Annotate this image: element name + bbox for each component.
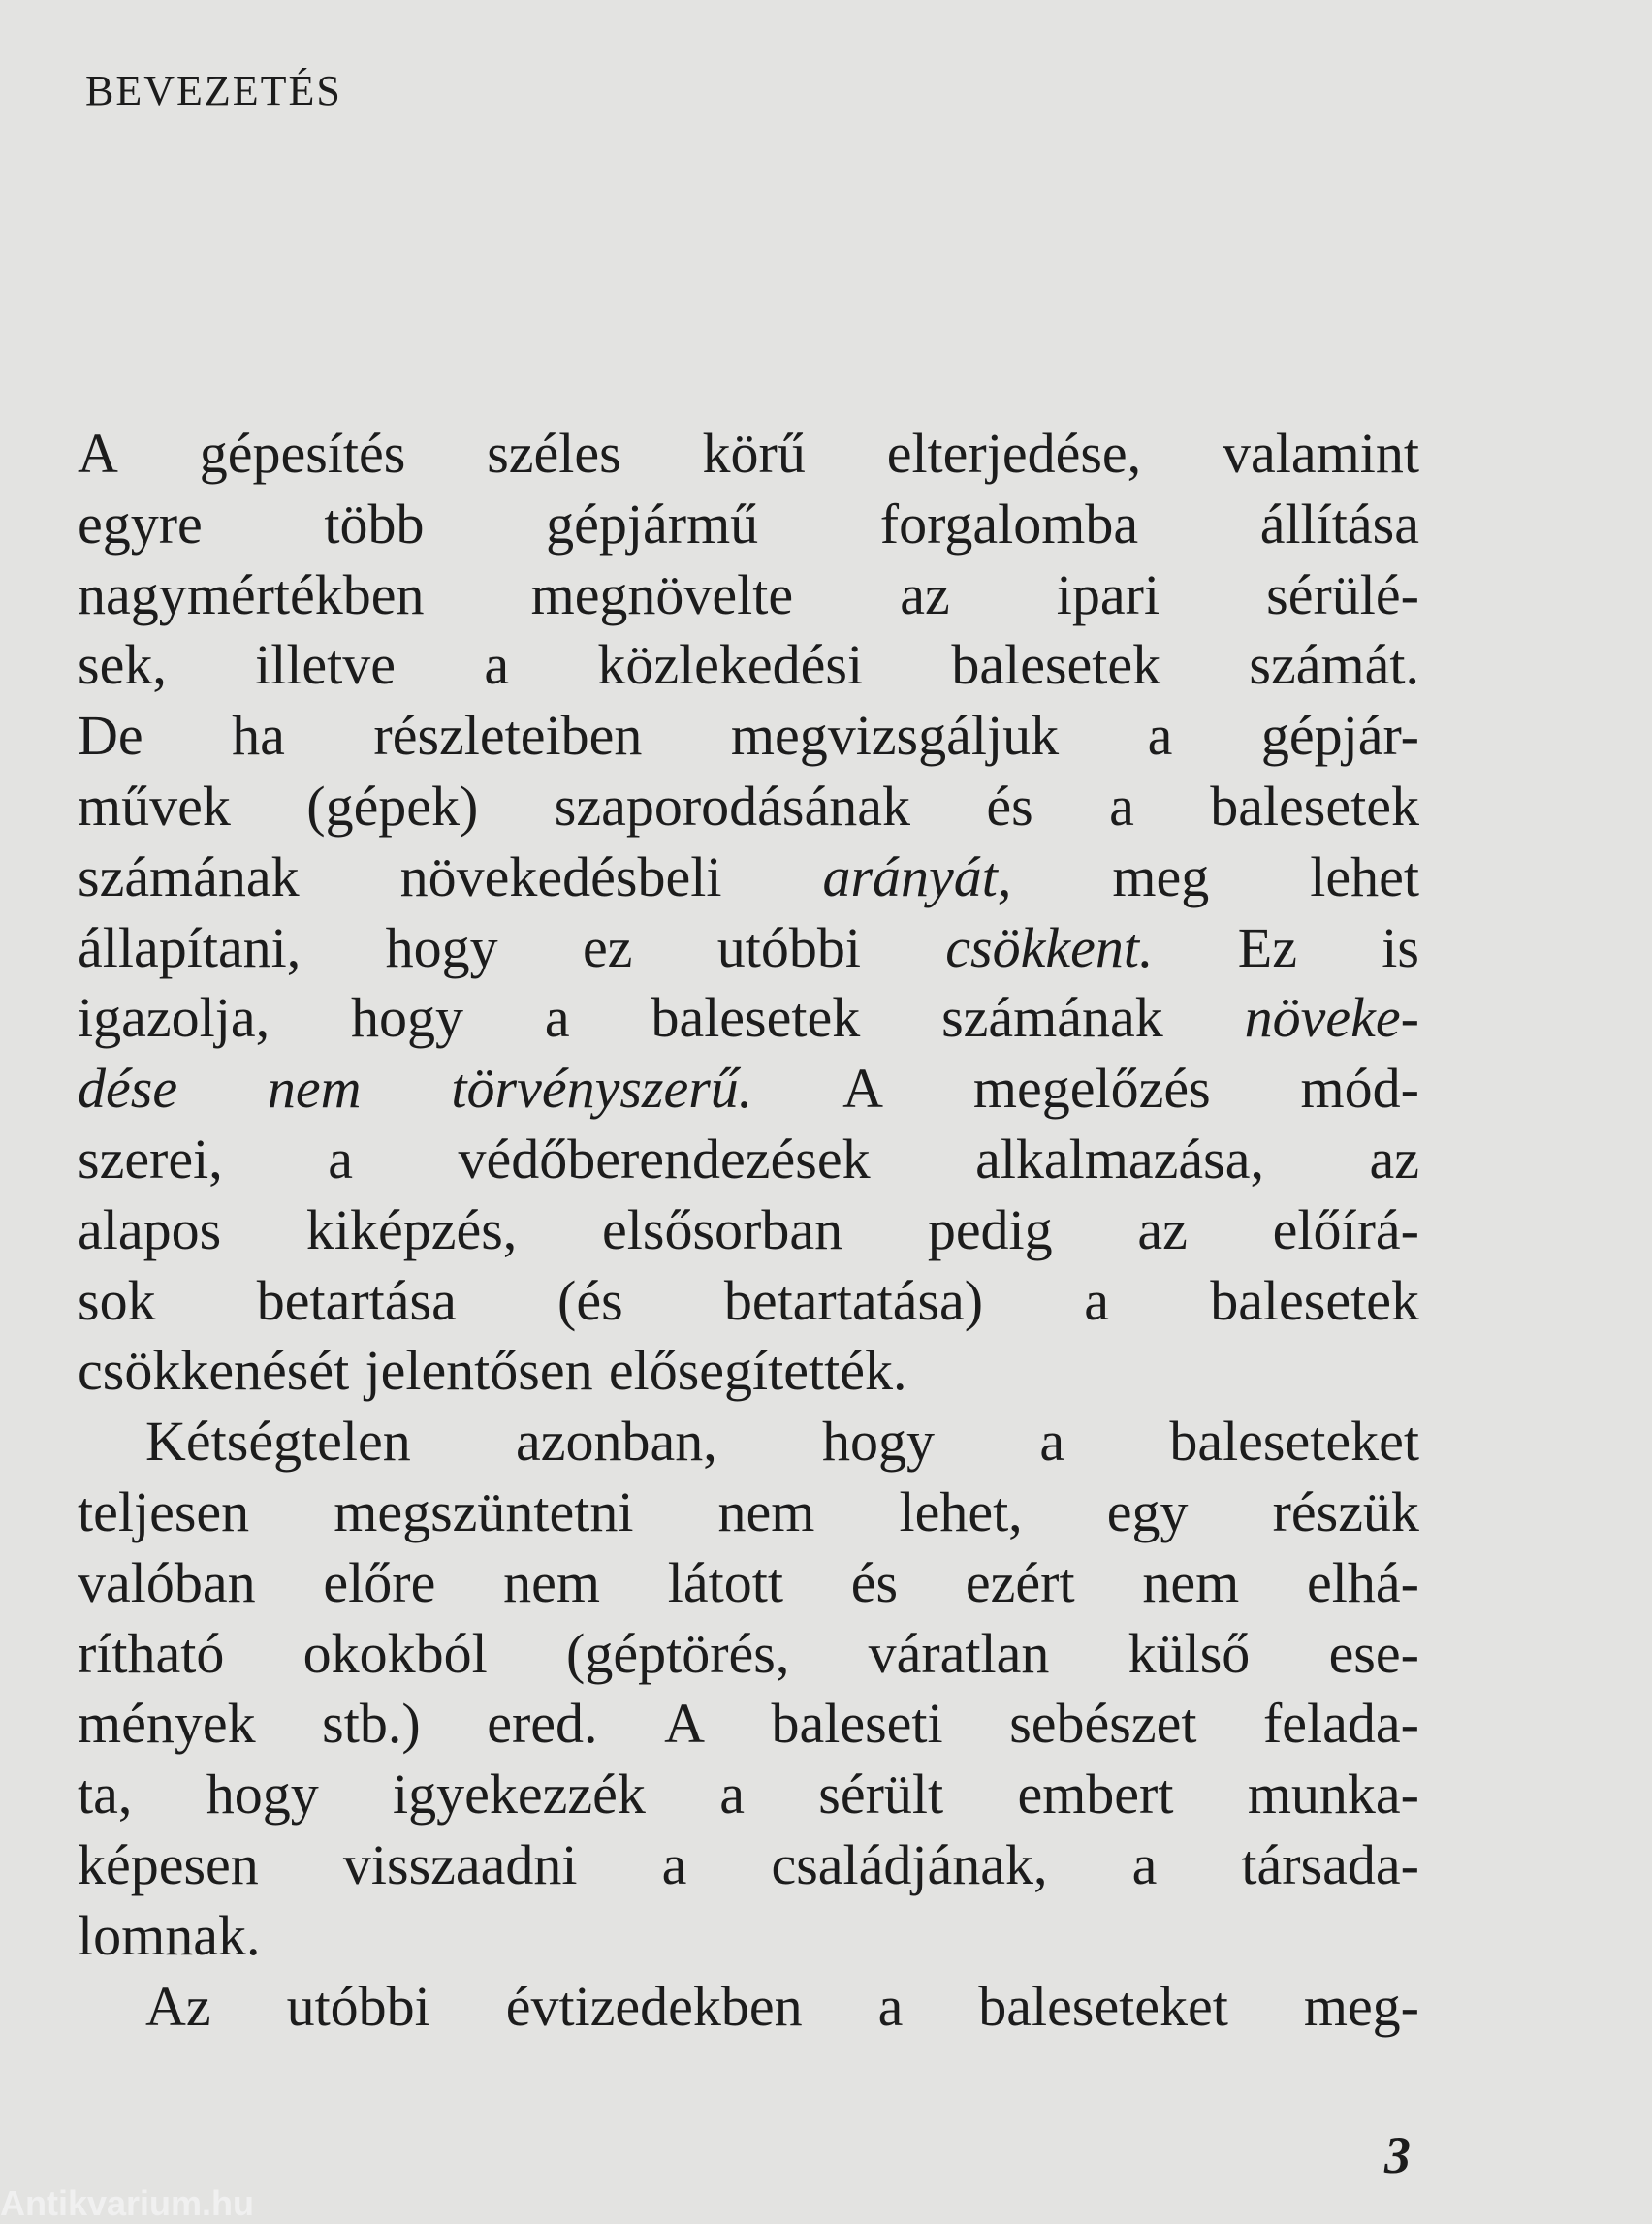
word: a [661, 1832, 687, 1896]
word: gépjármű [546, 492, 759, 556]
italic-word: törvényszerű. [451, 1057, 753, 1121]
word: hogy [350, 986, 463, 1050]
word: a [544, 986, 570, 1050]
text-line [78, 842, 1419, 913]
word: A [664, 1692, 705, 1756]
word: és [850, 1550, 899, 1614]
word: a [328, 1127, 353, 1191]
word: ezért [965, 1550, 1075, 1614]
text-line [78, 772, 1419, 842]
word: állapítani, [78, 915, 302, 979]
word: is [1382, 915, 1419, 979]
word: elősegítették. [608, 1339, 907, 1403]
word: balesetek [1210, 1268, 1419, 1332]
word: sebészet [1009, 1692, 1197, 1756]
word: megvizsgáljuk [730, 704, 1060, 768]
word: körű [702, 422, 806, 485]
word: nem [717, 1479, 815, 1543]
word: mények [78, 1692, 256, 1756]
word: hogy [206, 1763, 319, 1827]
word: igazolja, [78, 986, 270, 1050]
word: valóban [78, 1550, 256, 1614]
word: lehet, [899, 1479, 1023, 1543]
word: betartása [256, 1268, 457, 1332]
word: egy [1106, 1479, 1189, 1543]
word: munka- [1247, 1763, 1419, 1827]
word: a [484, 633, 510, 697]
word: utóbbi [286, 1974, 430, 2038]
italic-word: arányát, [822, 844, 1012, 908]
text-line [78, 1477, 1419, 1548]
word: rítható [78, 1621, 225, 1685]
word: társada- [1241, 1832, 1419, 1896]
word: hogy [822, 1410, 936, 1474]
word: a [1131, 1832, 1158, 1896]
text-line [78, 701, 1419, 772]
word: pedig [927, 1197, 1053, 1261]
word: egyre [78, 492, 203, 556]
word: valamint [1223, 422, 1419, 485]
word: forgalomba [879, 492, 1139, 556]
text-line [78, 1619, 1419, 1690]
watermark: Antikvarium.hu [0, 2183, 255, 2223]
text-line [78, 1760, 1419, 1830]
word: megelőzés [972, 1057, 1211, 1121]
text-line [78, 560, 1419, 631]
word: a [719, 1763, 745, 1827]
word: elterjedése, [886, 422, 1142, 485]
italic-word: csökkent. [945, 915, 1154, 979]
word: elsősorban [602, 1197, 843, 1261]
word: ta, [78, 1763, 133, 1827]
word: utóbbi [716, 915, 861, 979]
word: művek [78, 774, 231, 838]
text-line [78, 419, 1419, 490]
text-line [78, 1548, 1419, 1619]
word: szaporodásának [554, 774, 910, 838]
word: több [324, 492, 425, 556]
word: alkalmazása, [975, 1127, 1264, 1191]
word: sérülé- [1266, 562, 1419, 626]
text-line [78, 983, 1419, 1054]
word: baleseteket [978, 1974, 1228, 2038]
word: és [986, 774, 1033, 838]
word: meg [1112, 844, 1210, 908]
word: a [1109, 774, 1134, 838]
word: mód- [1300, 1057, 1419, 1121]
word: balesetek [951, 633, 1161, 697]
text-line [78, 630, 1419, 701]
word: előírá- [1272, 1197, 1419, 1261]
text-line [78, 913, 1419, 984]
text-line [78, 1195, 1419, 1266]
word: a [1084, 1268, 1110, 1332]
text-line [78, 1125, 1419, 1195]
text-line [78, 1689, 1419, 1760]
word: embert [1017, 1763, 1174, 1827]
word: gépesítés [199, 422, 406, 485]
word: széles [487, 422, 621, 485]
word: (géptörés, [566, 1621, 790, 1685]
word: ese- [1328, 1621, 1419, 1685]
word: nem [503, 1550, 600, 1614]
word: De [78, 704, 143, 768]
text-line [78, 1972, 1419, 2043]
word: jelentősen [365, 1339, 593, 1403]
word: szerei, [78, 1127, 223, 1191]
text-line [78, 490, 1419, 560]
text-line [78, 1054, 1419, 1125]
word: ipari [1056, 562, 1160, 626]
word: baleseti [771, 1692, 943, 1756]
word: A [78, 422, 118, 485]
italic-word: nem [267, 1057, 362, 1121]
word: visszaadni [342, 1832, 578, 1896]
word: nagymértékben [78, 562, 425, 626]
word: Az [145, 1974, 211, 2038]
word: váratlan [868, 1621, 1050, 1685]
word: sok [78, 1268, 156, 1332]
word: azonban, [516, 1410, 717, 1474]
word: felada- [1262, 1692, 1419, 1756]
word: lehet [1310, 844, 1419, 908]
word: számának [78, 844, 300, 908]
word: igyekezzék [393, 1763, 646, 1827]
word: állítása [1259, 492, 1419, 556]
word: gépjár- [1260, 704, 1419, 768]
word: megszüntetni [334, 1479, 634, 1543]
word: teljesen [78, 1479, 250, 1543]
italic-word: növeke- [1244, 986, 1419, 1050]
word: betartatása) [723, 1268, 984, 1332]
word: ered. [487, 1692, 598, 1756]
word: részleteiben [373, 704, 643, 768]
word: sek, [78, 633, 167, 697]
word: sérült [818, 1763, 944, 1827]
word: ha [232, 704, 285, 768]
word: (és [557, 1268, 623, 1332]
word: alapos [78, 1197, 222, 1261]
word: stb.) [322, 1692, 421, 1756]
word: képesen [78, 1832, 259, 1896]
word: közlekedési [597, 633, 864, 697]
word: okokból [302, 1621, 488, 1685]
word: számát. [1249, 633, 1419, 697]
word: az [1137, 1197, 1188, 1261]
word: védőberendezések [458, 1127, 871, 1191]
text-line [78, 1266, 1419, 1337]
word: illetve [255, 633, 397, 697]
body-text [78, 419, 1419, 2042]
word: a [877, 1974, 904, 2038]
word: nem [1142, 1550, 1240, 1614]
word: kiképzés, [305, 1197, 518, 1261]
text-line [78, 1830, 1419, 1901]
word: Kétségtelen [145, 1410, 411, 1474]
word: lomnak. [78, 1903, 261, 1967]
word: balesetek [1210, 774, 1419, 838]
word: elhá- [1307, 1550, 1419, 1614]
word: a [1039, 1410, 1065, 1474]
word: számának [941, 986, 1163, 1050]
word: hogy [385, 915, 498, 979]
word: (gépek) [306, 774, 479, 838]
word: külső [1128, 1621, 1251, 1685]
word: az [1369, 1127, 1419, 1191]
word: évtizedekben [505, 1974, 803, 2038]
text-line [78, 1336, 1419, 1407]
word: meg- [1303, 1974, 1419, 2038]
word: megnövelte [530, 562, 794, 626]
word: baleseteket [1169, 1410, 1419, 1474]
word: látott [667, 1550, 783, 1614]
word: balesetek [651, 986, 861, 1050]
word: részük [1272, 1479, 1419, 1543]
text-line [78, 1407, 1419, 1477]
word: csökkenését [78, 1339, 350, 1403]
word: a [1147, 704, 1173, 768]
word: ez [582, 915, 633, 979]
page-number: 3 [1384, 2126, 1411, 2184]
word: az [900, 562, 950, 626]
word: növekedésbeli [399, 844, 722, 908]
text-line [78, 1901, 1419, 1972]
word: A [842, 1057, 884, 1121]
word: előre [323, 1550, 436, 1614]
chapter-heading: BEVEZETÉS [85, 67, 342, 114]
word: családjának, [771, 1832, 1048, 1896]
italic-word: dése [78, 1057, 178, 1121]
word: Ez [1237, 915, 1297, 979]
